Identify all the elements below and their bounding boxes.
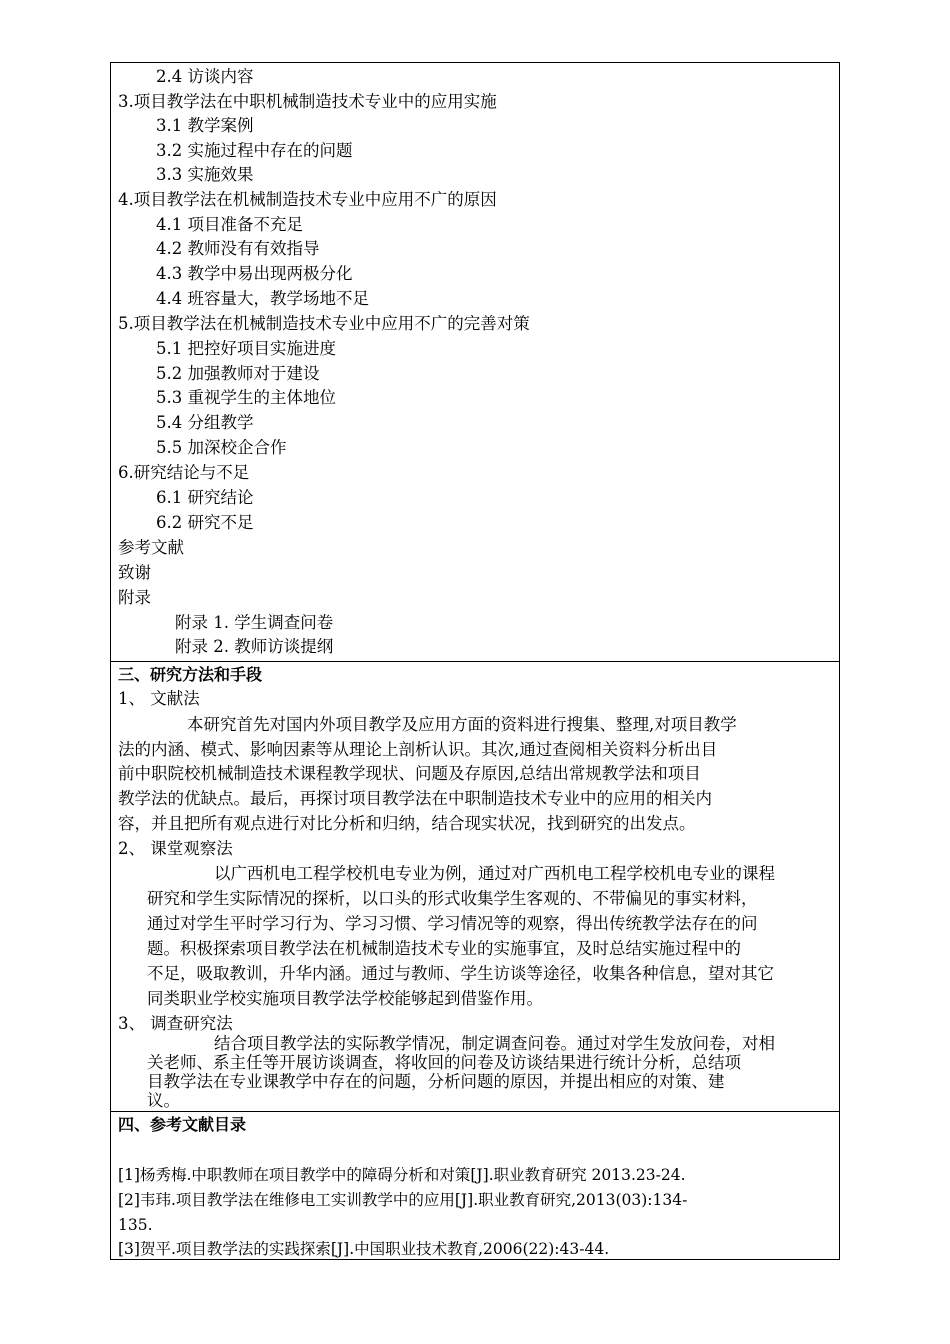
outline-item: 附录 [118,588,151,607]
paragraph-line: 教学法的优缺点。最后，再探讨项目教学法在中职制造技术专业中的应用的相关内 [118,789,712,808]
document-table [110,62,840,1260]
outline-item: 3.1 教学案例 [156,116,254,135]
reference-item: [2]韦玮.项目教学法在维修电工实训教学中的应用[J].职业教育研究,2013(03):134- [118,1191,688,1209]
method-title: 2、 课堂观察法 [118,839,233,858]
outline-item: 5.4 分组教学 [156,413,254,432]
row-divider [111,1111,839,1112]
reference-item: 135. [118,1216,153,1234]
paragraph-line: 容，并且把所有观点进行对比分析和归纳，结合现实状况，找到研究的出发点。 [118,814,696,833]
section-heading: 三、研究方法和手段 [118,665,263,684]
method-title: 3、 调查研究法 [118,1014,233,1033]
outline-item: 5.项目教学法在机械制造技术专业中应用不广的完善对策 [118,314,530,333]
outline-item: 6.研究结论与不足 [118,463,250,482]
outline-item: 5.2 加强教师对于建设 [156,364,320,383]
paragraph-line: 法的内涵、模式、影响因素等从理论上剖析认识。其次,通过查阅相关资料分析出目 [118,740,718,759]
outline-item: 附录 2. 教师访谈提纲 [175,637,334,656]
outline-item: 4.3 教学中易出现两极分化 [156,264,353,283]
reference-item: [3]贺平.项目教学法的实践探索[J].中国职业技术教育,2006(22):43-44. [118,1240,610,1258]
paragraph-line: 以广西机电工程学校机电专业为例，通过对广西机电工程学校机电专业的课程 [214,864,775,883]
method-title: 1、 文献法 [118,689,200,708]
outline-item: 4.项目教学法在机械制造技术专业中应用不广的原因 [118,190,497,209]
outline-item: 3.2 实施过程中存在的问题 [156,141,353,160]
section-heading: 四、参考文献目录 [118,1115,247,1134]
paragraph-line: 前中职院校机械制造技术课程教学现状、问题及存原因,总结出常规教学法和项目 [118,764,701,783]
paragraph-line: 通过对学生平时学习行为、学习习惯、学习情况等的观察，得出传统教学法存在的问 [147,914,758,933]
paragraph-line: 研究和学生实际情况的探析，以口头的形式收集学生客观的、不带偏见的事实材料， [147,889,758,908]
outline-item: 4.1 项目准备不充足 [156,215,303,234]
paragraph-line: 结合项目教学法的实际教学情况，制定调查问卷。通过对学生发放问卷，对相 [214,1034,775,1053]
outline-item: 5.1 把控好项目实施进度 [156,339,336,358]
outline-item: 6.1 研究结论 [156,488,254,507]
paragraph-line: 目教学法在专业课教学中存在的问题，分析问题的原因，并提出相应的对策、建 [147,1072,725,1091]
reference-item: [1]杨秀梅.中职教师在项目教学中的障碍分析和对策[J].职业教育研究 2013.23-24. [118,1166,686,1184]
outline-item: 5.3 重视学生的主体地位 [156,388,336,407]
outline-item: 致谢 [118,563,151,582]
paragraph-line: 议。 [147,1091,180,1110]
outline-item: 6.2 研究不足 [156,513,254,532]
paragraph-line: 本研究首先对国内外项目教学及应用方面的资料进行搜集、整理,对项目教学 [187,715,737,734]
paragraph-line: 关老师、系主任等开展访谈调查，将收回的问卷及访谈结果进行统计分析，总结项 [147,1053,741,1072]
outline-item: 2.4 访谈内容 [156,67,254,86]
outline-item: 5.5 加深校企合作 [156,438,287,457]
outline-item: 3.项目教学法在中职机械制造技术专业中的应用实施 [118,92,497,111]
outline-item: 4.4 班容量大，教学场地不足 [156,289,369,308]
outline-item: 参考文献 [118,538,184,557]
paragraph-line: 题。积极探索项目教学法在机械制造技术专业的实施事宜，及时总结实施过程中的 [147,939,741,958]
outline-item: 附录 1. 学生调查问卷 [175,613,334,632]
row-divider [111,661,839,662]
paragraph-line: 不足，吸取教训，升华内涵。通过与教师、学生访谈等途径，收集各种信息，望对其它 [147,964,774,983]
paragraph-line: 同类职业学校实施项目教学法学校能够起到借鉴作用。 [147,989,543,1008]
outline-item: 3.3 实施效果 [156,165,254,184]
outline-item: 4.2 教师没有有效指导 [156,239,320,258]
